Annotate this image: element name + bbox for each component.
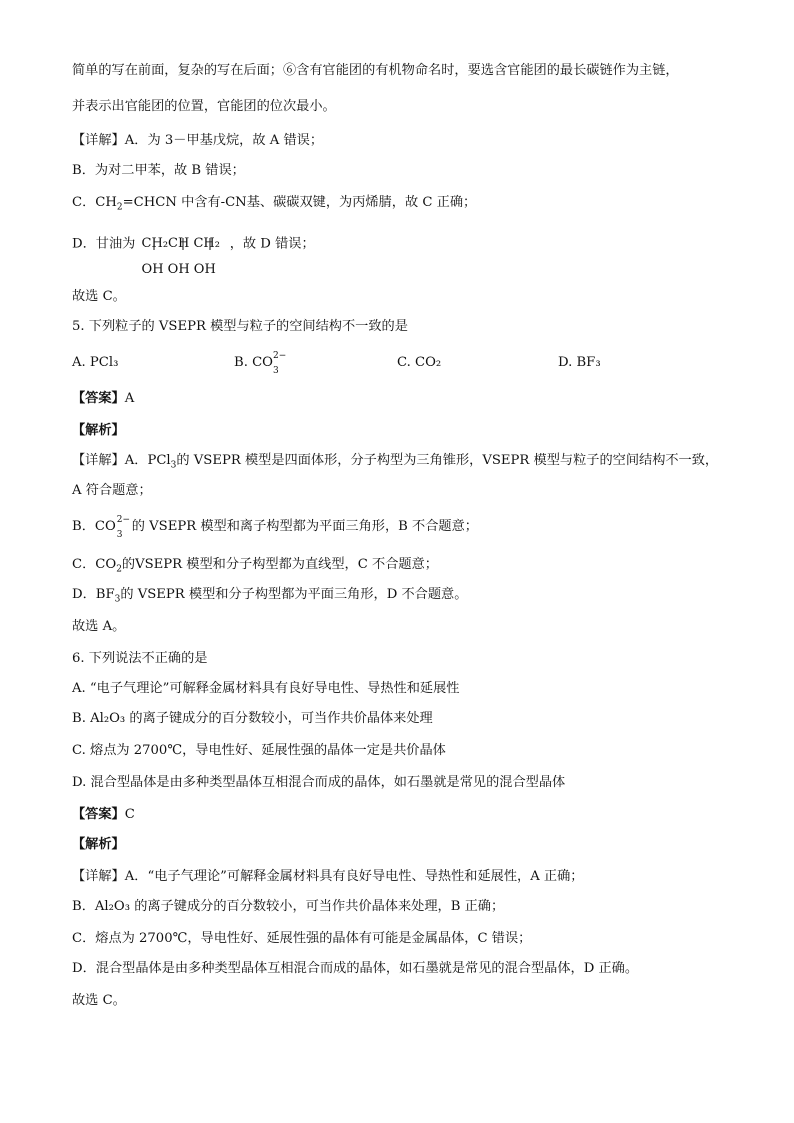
text-run: D．BF — [72, 587, 115, 602]
glycerol-line — [72, 222, 315, 277]
text-run: C．CO — [72, 557, 117, 572]
text-line — [72, 515, 478, 540]
question-5: 5. 下列粒子的 VSEPR 模型与粒子的空间结构不一致的是 — [72, 319, 408, 334]
text-line: 故选 A。 — [72, 619, 126, 634]
option-c: C. CO₂ — [397, 355, 442, 370]
option-d: D. BF₃ — [558, 355, 601, 370]
text-run: D．甘油为 — [72, 236, 136, 252]
option-d: D. 混合型晶体是由多种类型晶体互相混合而成的晶体，如石墨就是常见的混合型晶体 — [72, 775, 566, 790]
subscript: 3 — [170, 460, 177, 471]
option-b — [234, 351, 287, 376]
subscript: 2 — [116, 202, 123, 213]
option-b-text: B. CO — [234, 355, 273, 370]
question-6: 6. 下列说法不正确的是 — [72, 651, 208, 666]
text-run: =CHCN 中含有-CN基、碳碳双键，为丙烯腈，故 C 正确； — [122, 195, 477, 210]
text-run: C．CH — [72, 195, 117, 210]
glycerol-structure — [141, 222, 224, 277]
text-line — [72, 452, 718, 475]
option-b: B. Al₂O₃ 的离子键成分的百分数较小，可当作共价晶体来处理 — [72, 711, 433, 726]
answer-value: C — [124, 807, 135, 822]
subscript: 2 — [116, 564, 122, 575]
text-line: D．混合型晶体是由多种类型晶体互相混合而成的晶体，如石墨就是常见的混合型晶体，D 正确。 — [72, 961, 639, 976]
text-run: B．CO — [72, 519, 116, 534]
text-line — [72, 194, 476, 217]
text-line: B．Al₂O₃ 的离子键成分的百分数较小，可当作共价晶体来处理，B 正确； — [72, 899, 505, 914]
structure-bottom: OH OH OH — [141, 262, 216, 277]
answer-label: 【答案】 — [72, 807, 125, 822]
text-run: 的VSEPR 模型和分子构型都为直线型，C 不合题意； — [121, 557, 438, 572]
analysis-label: 【解析】 — [72, 837, 125, 852]
text-line: B．为对二甲苯，故 B 错误； — [72, 163, 245, 178]
option-a: A. “电子气理论”可解释金属材料具有良好导电性、导热性和延展性 — [72, 681, 460, 696]
text-run: ，故 D 错误； — [229, 236, 315, 252]
text-line: 故选 C。 — [72, 993, 126, 1008]
text-run: 的 VSEPR 模型和离子构型都为平面三角形，B 不合题意； — [131, 519, 478, 534]
option-a: A. PCl₃ — [72, 355, 119, 370]
text-line — [72, 586, 467, 609]
text-line: 并表示出官能团的位置，官能团的位次最小。 — [72, 99, 336, 114]
answer-label: 【答案】 — [72, 391, 125, 406]
analysis-label: 【解析】 — [72, 423, 125, 438]
answer-value: A — [124, 391, 135, 406]
text-run: 【详解】A．PCl — [72, 453, 171, 468]
text-run: 的 VSEPR 模型是四面体形，分子构型为三角锥形，VSEPR 模型与粒子的空间结构不一致， — [176, 453, 719, 468]
subscript: 3 — [114, 594, 121, 605]
ion-charge: 2− 3 — [116, 515, 131, 540]
text-line: C．熔点为 2700℃，导电性好、延展性强的晶体有可能是金属晶体，C 错误； — [72, 931, 532, 946]
text-line: 【详解】A．“电子气理论”可解释金属材料具有良好导电性、导热性和延展性，A 正确； — [72, 869, 584, 884]
text-run: 的 VSEPR 模型和分子构型都为平面三角形，D 不合题意。 — [120, 587, 468, 602]
text-line: 故选 C。 — [72, 289, 126, 304]
text-line: 简单的写在前面，复杂的写在后面；⑥含有官能团的有机物命名时，要选含官能团的最长碳链作为主链， — [72, 63, 679, 78]
text-line: A 符合题意； — [72, 483, 152, 498]
structure-top: CH₂CH CH₂ — [141, 236, 220, 251]
ion-charge: 2− 3 — [272, 351, 287, 376]
text-line: 【详解】A．为 3－甲基戊烷，故 A 错误； — [72, 133, 324, 148]
option-c: C. 熔点为 2700℃，导电性好、延展性强的晶体一定是共价晶体 — [72, 743, 446, 758]
answer-6 — [72, 806, 135, 824]
q5-options — [72, 351, 732, 376]
text-line — [72, 556, 438, 579]
answer-5 — [72, 390, 134, 408]
